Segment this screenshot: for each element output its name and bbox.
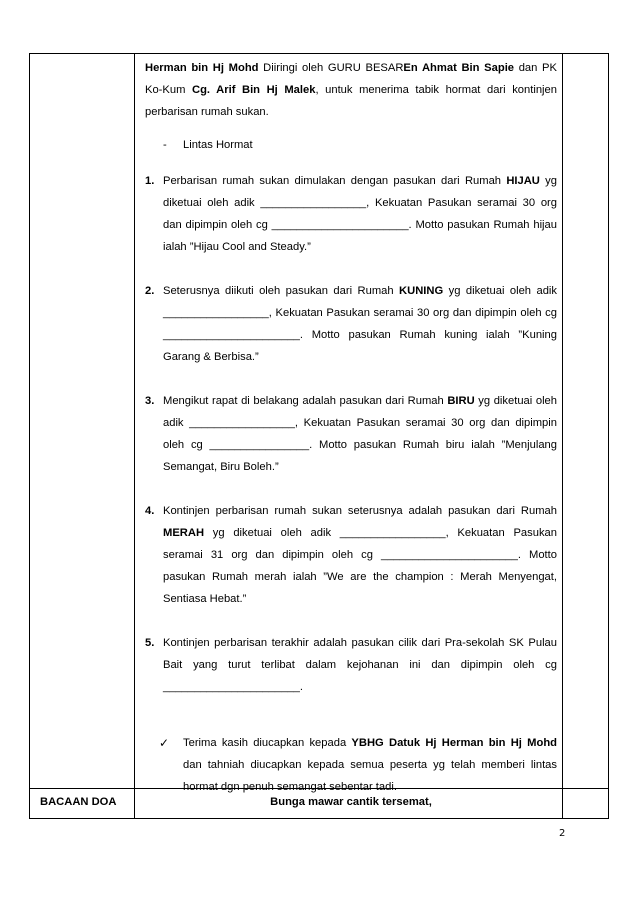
row-label-bacaan-doa: BACAAN DOA — [40, 796, 117, 808]
list-item-text: Mengikut rapat di belakang adalah pasukan dari Rumah — [163, 395, 448, 407]
list-item-number: 3. — [145, 395, 155, 407]
list-item-number: 2. — [145, 285, 155, 297]
list-item-number: 1. — [145, 175, 155, 187]
intro-text-1: Diiringi oleh GURU BESAR — [258, 62, 404, 74]
table-divider-2 — [562, 53, 563, 819]
poem-line: Bunga mawar cantik tersemat, — [270, 796, 432, 808]
list-item-text-2: yg diketuai oleh adik _________________, Kekuatan Pasukan seramai 30 org dan dipimpin oleh cg ________________. Motto pasukan Rumah biru ialah ”Menjulang Semangat, Biru Boleh.” — [163, 395, 557, 473]
list-item-number: 5. — [145, 637, 155, 649]
list-item — [145, 500, 557, 610]
list-item-text: Kontinjen perbarisan rumah sukan seterusnya adalah pasukan dari Rumah — [163, 505, 557, 517]
intro-text-3: , untuk menerima tabik hormat dari kontinjen perbarisan rumah sukan. — [145, 84, 557, 118]
list-item — [145, 632, 557, 698]
table-border-bottom — [29, 818, 609, 819]
dash-item-text: Lintas Hormat — [183, 139, 253, 151]
dash-mark: - — [163, 139, 167, 151]
list-item-bold: BIRU — [447, 395, 475, 407]
table-border-right — [608, 53, 609, 819]
intro-name-3: Cg. Arif Bin Hj Malek — [191, 84, 316, 96]
list-item-bold: MERAH — [163, 527, 205, 539]
list-item-bold: KUNING — [399, 285, 444, 297]
table-border-top — [29, 53, 609, 54]
intro-paragraph — [145, 57, 557, 123]
page-number: 2 — [559, 828, 566, 839]
list-item-bold: HIJAU — [506, 175, 540, 187]
intro-name-2: En Ahmat Bin Sapie — [403, 62, 515, 74]
list-item-text: Perbarisan rumah sukan dimulakan dengan pasukan dari Rumah — [163, 175, 507, 187]
list-item-text-2: yg diketuai oleh adik _________________, Kekuatan Pasukan seramai 31 org dan dipimpin oleh cg ______________________. Motto pasukan Rumah merah ialah ”We are the champion : Merah Menyengat, Sentiasa Hebat.” — [163, 527, 557, 605]
list-item-text: Kontinjen perbarisan terakhir adalah pasukan cilik dari Pra-sekolah SK Pulau Bait yang turut terlibat dalam kejohanan ini dan dipimpin oleh cg ______________________. — [163, 637, 557, 693]
table-divider-1 — [134, 53, 135, 819]
list-item-text: Seterusnya diikuti oleh pasukan dari Rumah — [163, 285, 400, 297]
check-item-text: Terima kasih diucapkan kepada — [183, 737, 352, 749]
dash-item — [145, 134, 557, 156]
check-item-bold: YBHG Datuk Hj Herman bin Hj Mohd — [351, 737, 557, 749]
list-item — [145, 280, 557, 368]
list-item-text-2: yg diketuai oleh adik _________________, Kekuatan Pasukan seramai 30 org dan dipimpin oleh cg ______________________. Motto pasukan Rumah hijau ialah ”Hijau Cool and Steady.” — [163, 175, 557, 253]
list-item-text-2: yg diketuai oleh adik _________________, Kekuatan Pasukan seramai 30 org dan dipimpin oleh cg ______________________. Motto pasukan Rumah kuning ialah ”Kuning Garang & Berbisa.” — [163, 285, 557, 363]
check-item — [145, 732, 557, 798]
list-item — [145, 170, 557, 258]
checkmark-icon: ✓ — [159, 736, 170, 750]
check-item-text-2: dan tahniah diucapkan kepada semua peserta yg telah memberi lintas hormat dgn penuh semangat sebentar tadi. — [183, 759, 557, 793]
list-item-number: 4. — [145, 505, 155, 517]
intro-name-1: Herman bin Hj Mohd — [145, 62, 259, 74]
list-item — [145, 390, 557, 478]
program-content — [145, 57, 557, 798]
table-border-left — [29, 53, 30, 819]
intro-text-2: dan PK Ko-Kum — [145, 62, 557, 96]
